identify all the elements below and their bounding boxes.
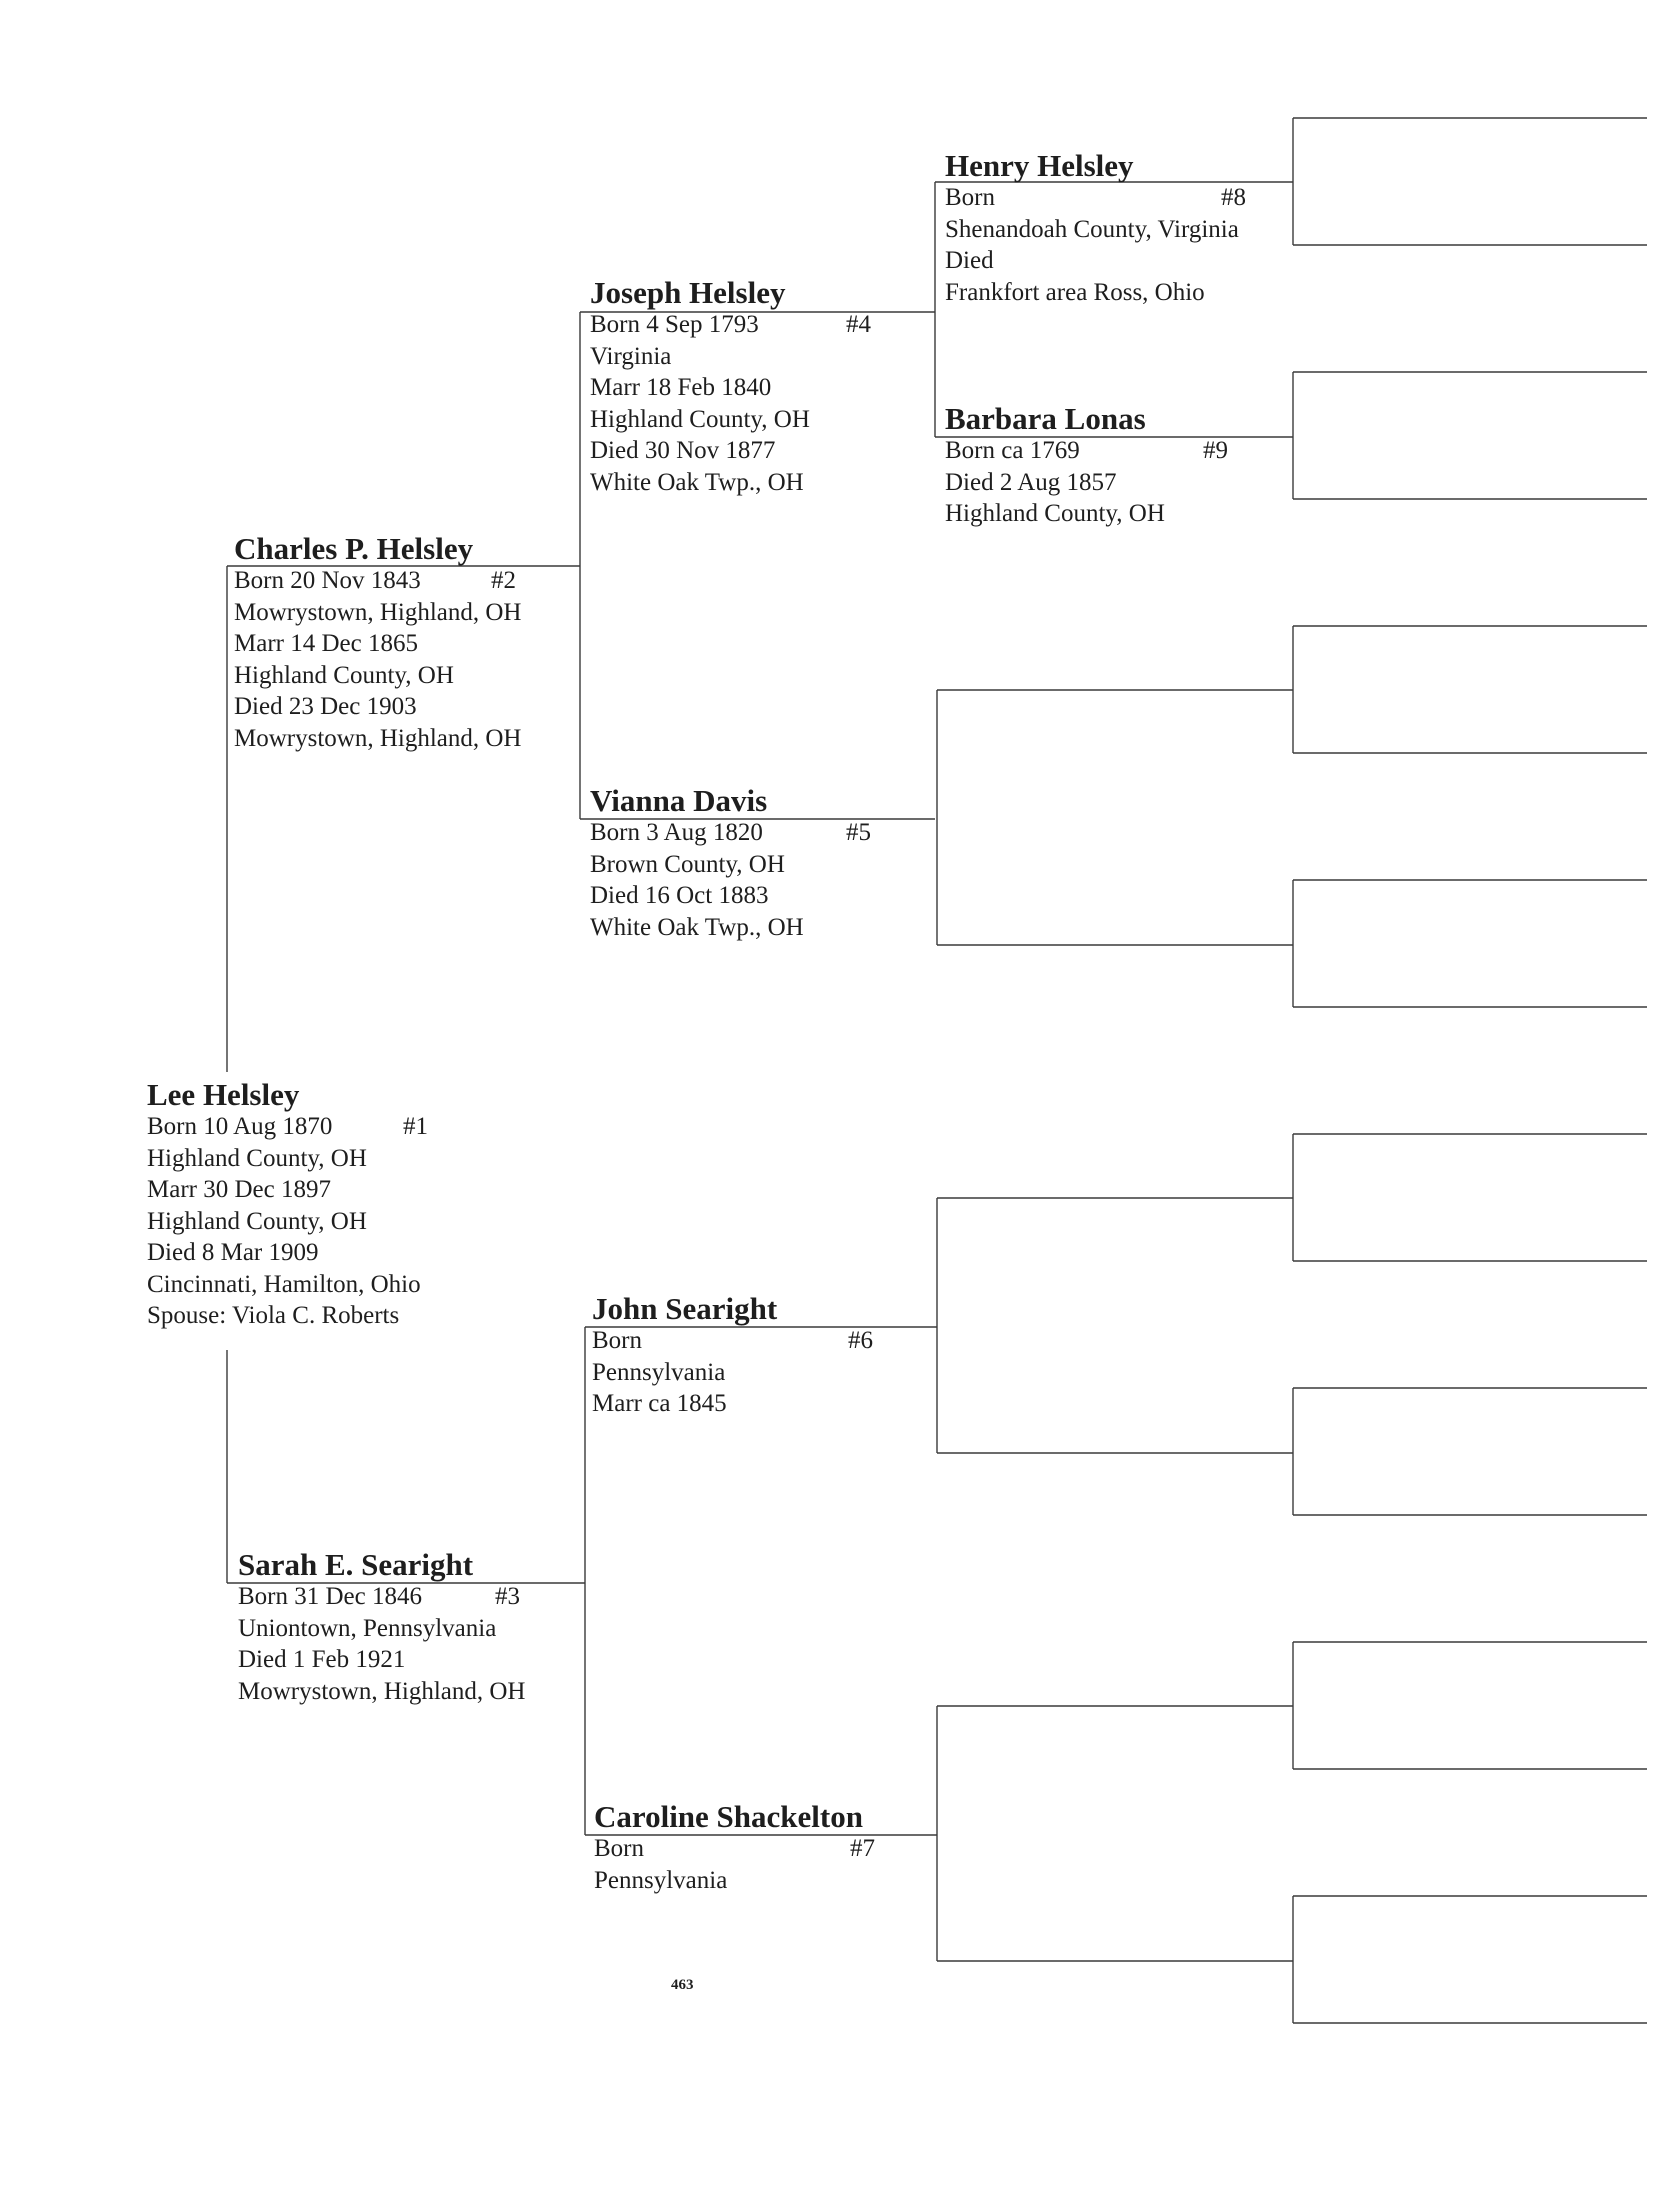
person-5 [590,783,871,943]
person-details [592,1325,873,1420]
person-detail-line: Spouse: Viola C. Roberts [147,1302,400,1329]
person-details [147,1111,428,1332]
person-9 [945,401,1228,530]
person-detail-line: Died 1 Feb 1921 [238,1646,406,1673]
person-detail-line: Born 4 Sep 1793 #4 [590,309,810,341]
person-name: Henry Helsley [945,148,1134,183]
person-name: Sarah E. Searight [238,1547,474,1582]
ahnentafel-number: #2 [491,567,516,594]
person-detail-line: Died 23 Dec 1903 [234,693,417,720]
person-1 [147,1077,428,1332]
person-detail-line: Died 2 Aug 1857 [945,468,1117,496]
person-2 [234,533,522,754]
person-4 [590,275,871,498]
person-detail-line: Highland County, OH [590,405,810,433]
person-detail-line: Born ca 1769 #9 [945,435,1165,467]
person-detail-line: Marr ca 1845 [592,1390,727,1417]
person-detail-line: Uniontown, Pennsylvania [238,1614,497,1642]
ahnentafel-number: #7 [850,1835,875,1862]
ahnentafel-number: #5 [846,819,871,846]
person-detail-line: Highland County, OH [147,1144,367,1172]
person-details [945,182,1246,308]
person-detail-line: Born 10 Aug 1870 #1 [147,1111,421,1143]
person-name: Vianna Davis [590,783,768,818]
page-number: 463 [671,1977,694,1993]
person-detail-line: Marr 30 Dec 1897 [147,1176,331,1203]
person-detail-line: Virginia [590,342,672,370]
person-detail-line: Brown County, OH [590,850,785,878]
person-detail-line: Died 8 Mar 1909 [147,1239,319,1266]
person-detail-line: Highland County, OH [234,661,454,689]
person-detail-line: Born 20 Nov 1843 #2 [234,565,522,597]
person-detail-line: Marr 18 Feb 1840 [590,374,772,401]
person-6 [592,1291,873,1420]
person-detail-line: White Oak Twp., OH [590,468,804,496]
person-detail-line: Born 3 Aug 1820 #5 [590,817,804,849]
person-detail-line: Born #7 [594,1833,863,1865]
person-details [238,1581,526,1707]
ahnentafel-number: #3 [495,1583,520,1610]
person-8 [945,148,1246,308]
person-name: Lee Helsley [147,1077,300,1112]
person-detail-line: Pennsylvania [594,1866,728,1894]
person-detail-line: Mowrystown, Highland, OH [238,1677,526,1705]
person-detail-line: Marr 14 Dec 1865 [234,630,418,657]
person-detail-line: Mowrystown, Highland, OH [234,598,522,626]
person-details [594,1833,875,1896]
person-name: Charles P. Helsley [234,531,474,566]
person-7 [594,1799,875,1896]
person-detail-line: Highland County, OH [945,500,1165,527]
person-detail-line: Born 31 Dec 1846 #3 [238,1581,526,1613]
person-details [590,817,871,943]
ahnentafel-number: #8 [1221,184,1246,211]
person-detail-line: Shenandoah County, Virginia [945,215,1239,243]
person-details [234,565,522,754]
person-3 [238,1549,526,1707]
person-detail-line: Pennsylvania [592,1358,726,1386]
ahnentafel-number: #4 [846,311,871,338]
person-detail-line: Born #8 [945,182,1239,214]
person-detail-line: White Oak Twp., OH [590,913,804,941]
ahnentafel-number: #9 [1203,437,1228,464]
ahnentafel-number: #1 [403,1113,428,1140]
person-name: John Searight [592,1291,778,1326]
person-name: Caroline Shackelton [594,1799,863,1834]
ahnentafel-number: #6 [848,1327,873,1354]
person-details [590,309,871,498]
person-details [945,435,1228,530]
person-detail-line: Died 16 Oct 1883 [590,882,769,909]
person-detail-line: Cincinnati, Hamilton, Ohio [147,1270,421,1298]
person-detail-line: Highland County, OH [147,1207,367,1235]
person-detail-line: Mowrystown, Highland, OH [234,724,522,752]
person-name: Barbara Lonas [945,401,1146,436]
person-name: Joseph Helsley [590,275,786,310]
person-detail-line: Born #6 [592,1325,777,1357]
person-detail-line: Frankfort area Ross, Ohio [945,278,1205,306]
person-detail-line: Died [945,247,994,274]
person-detail-line: Died 30 Nov 1877 [590,437,776,464]
